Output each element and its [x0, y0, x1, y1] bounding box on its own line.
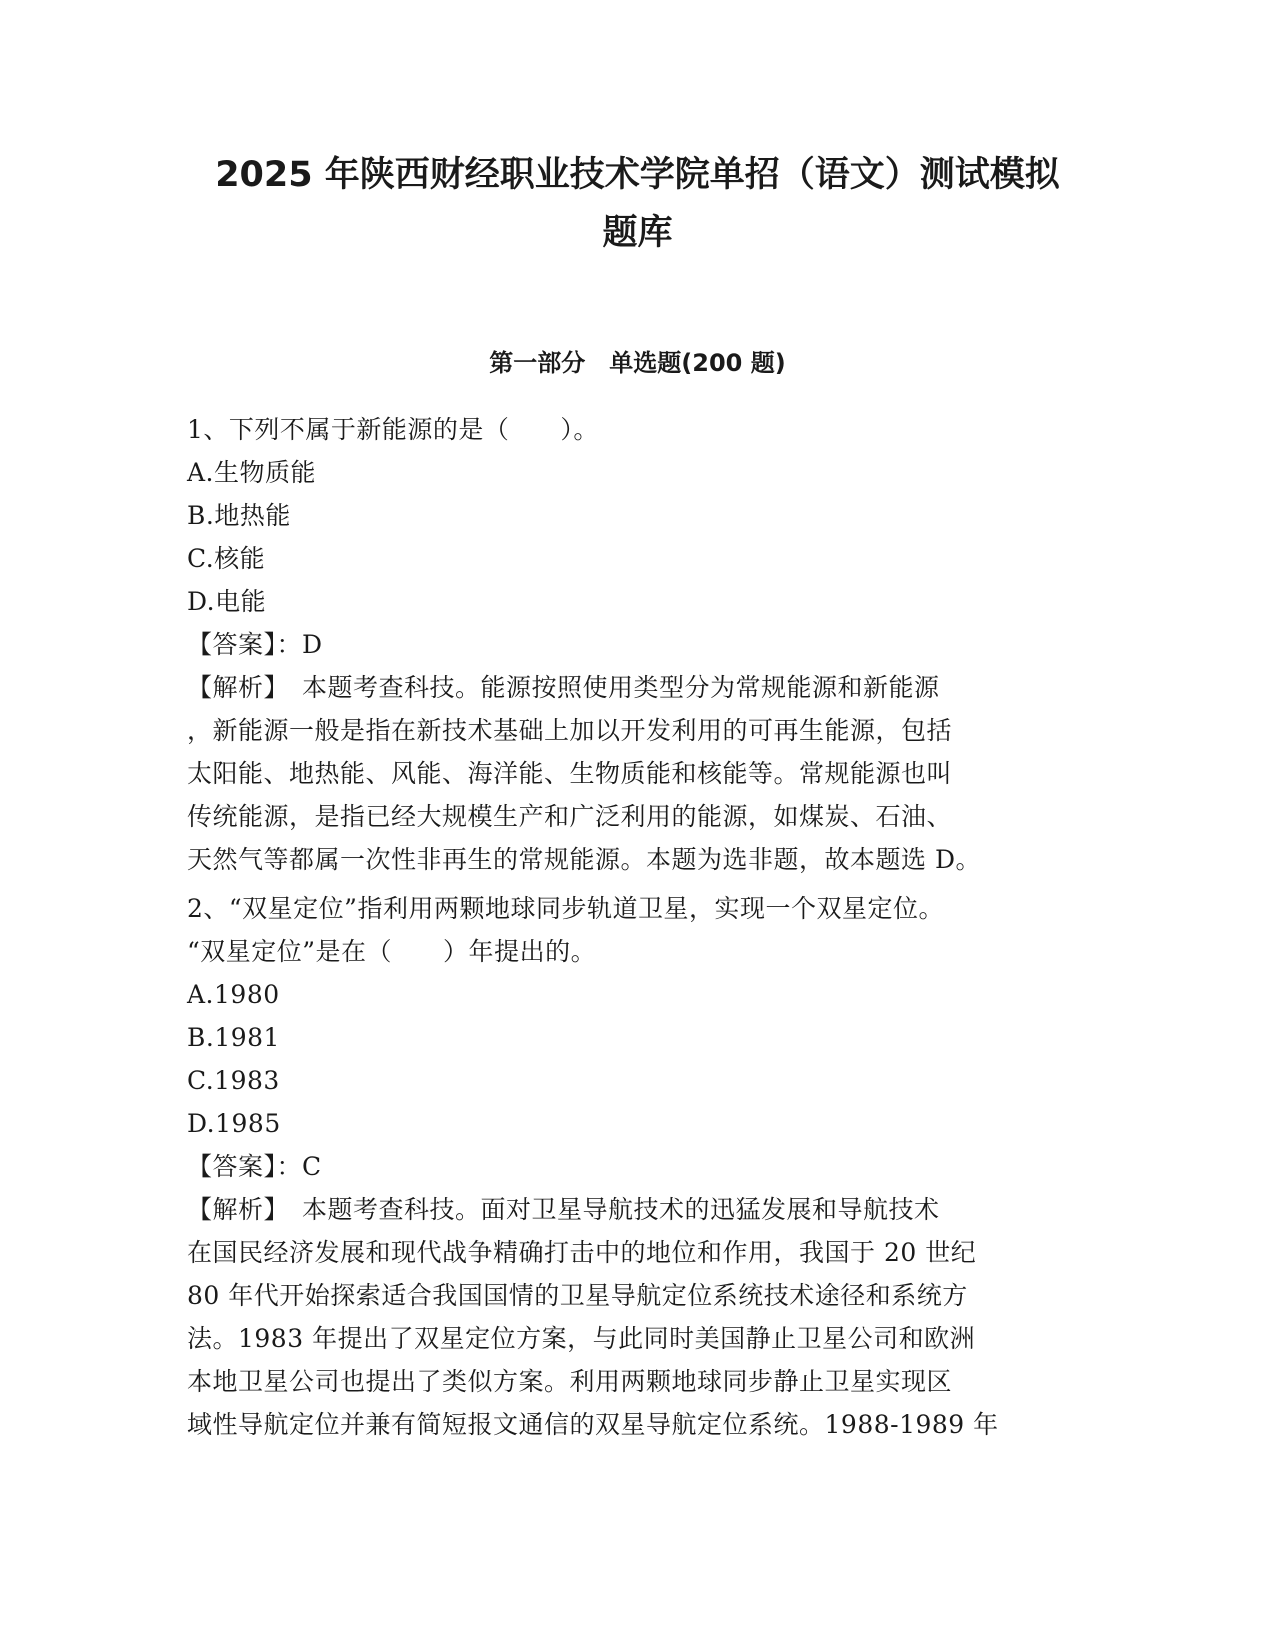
answer-line: 【答案】：D [187, 630, 323, 659]
analysis-line: 法。1983 年提出了双星定位方案，与此同时美国静止卫星公司和欧洲 [187, 1324, 976, 1353]
option-a: A.1980 [187, 980, 280, 1009]
option-c: C.1983 [187, 1066, 280, 1095]
analysis-line: ，新能源一般是指在新技术基础上加以开发利用的可再生能源，包括 [187, 716, 953, 745]
analysis-line: 【解析】 本题考查科技。能源按照使用类型分为常规能源和新能源 [187, 673, 940, 702]
question-2 [187, 887, 1087, 1446]
question-stem: 1、下列不属于新能源的是（ ）。 [187, 415, 599, 444]
analysis-line: 域性导航定位并兼有简短报文通信的双星导航定位系统。1988-1989 年 [187, 1410, 999, 1439]
question-stem: 2、“双星定位”指利用两颗地球同步轨道卫星，实现一个双星定位。 [187, 894, 944, 923]
analysis-line: 在国民经济发展和现代战争精确打击中的地位和作用，我国于 20 世纪 [187, 1238, 977, 1267]
analysis-line: 天然气等都属一次性非再生的常规能源。本题为选非题，故本题选 D。 [187, 845, 981, 874]
document-title [100, 146, 1175, 262]
section-title: 第一部分 单选题(200 题) [489, 349, 786, 377]
option-d: D.电能 [187, 587, 267, 616]
answer-line: 【答案】：C [187, 1152, 322, 1181]
option-d: D.1985 [187, 1109, 281, 1138]
question-1 [187, 408, 1087, 881]
document-title-line-2: 题库 [602, 213, 673, 253]
analysis-line: 【解析】 本题考查科技。面对卫星导航技术的迅猛发展和导航技术 [187, 1195, 940, 1224]
document-title-line-1: 2025 年陕西财经职业技术学院单招（语文）测试模拟 [215, 155, 1060, 195]
analysis-line: 太阳能、地热能、风能、海洋能、生物质能和核能等。常规能源也叫 [187, 759, 953, 788]
analysis-line: 本地卫星公司也提出了类似方案。利用两颗地球同步静止卫星实现区 [187, 1367, 953, 1396]
question-stem: “双星定位”是在（ ）年提出的。 [187, 937, 597, 966]
option-b: B.地热能 [187, 501, 291, 530]
analysis-line: 传统能源，是指已经大规模生产和广泛利用的能源，如煤炭、石油、 [187, 802, 953, 831]
question-list [187, 408, 1087, 1452]
analysis-line: 80 年代开始探索适合我国国情的卫星导航定位系统技术途径和系统方 [187, 1281, 968, 1310]
option-c: C.核能 [187, 544, 266, 573]
option-a: A.生物质能 [187, 458, 317, 487]
option-b: B.1981 [187, 1023, 280, 1052]
